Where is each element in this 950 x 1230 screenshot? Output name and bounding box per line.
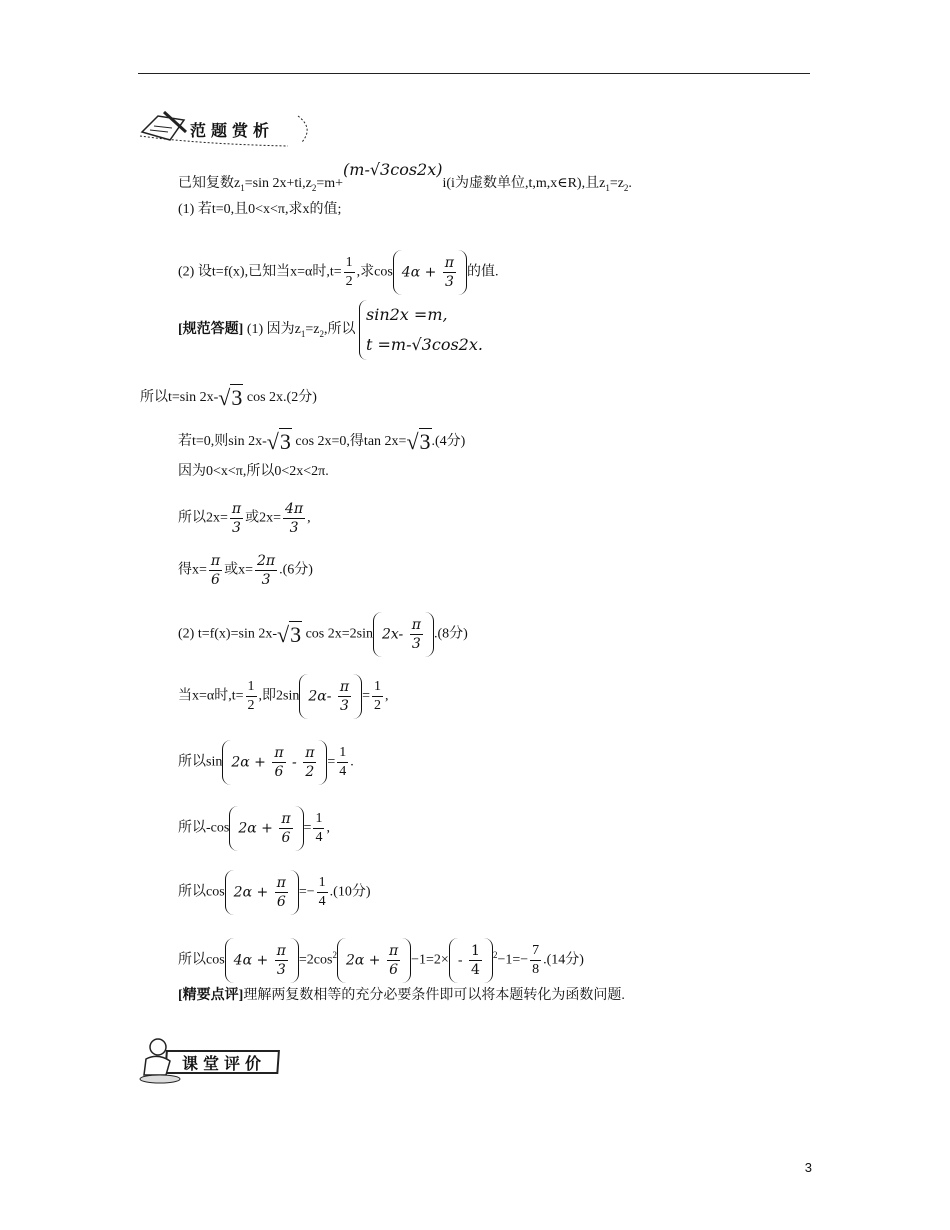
header-rule (138, 73, 810, 74)
page-number: 3 (804, 1160, 812, 1175)
solution-line-5: 所以2x= $\frac{\pi}{3}$ 或2x= $\frac{4\pi}{3}$ , (178, 501, 311, 536)
eval-title: 课堂评价 (182, 1054, 267, 1073)
solution-line-4: 因为0<x<π,所以0<2x<2π. (178, 464, 329, 479)
section-banner (138, 106, 318, 150)
solution-start: [规范答题] (1) 因为$z_1=z_2$,所以 sin2x =m, t =m-√3cos2x. (178, 300, 483, 360)
eval-banner (138, 1035, 288, 1085)
solution-line-8: 当x=α时,t= $\frac{1}{2}$ ,即2sin 2α- $\frac{\pi}{3}$ = $\frac{1}{2}$ , (178, 674, 389, 719)
solution-line-7: (2) t=f(x)=sin 2x-√3 cos 2x=2sin 2x- $\frac{\pi}{3}$ .(8分) (178, 612, 468, 657)
solution-line-9: 所以sin 2α + $\frac{\pi}{6}$ - $\frac{\pi}{2}$ = $\frac{1}{4}$ . (178, 740, 354, 785)
solution-line-11: 所以cos 2α + $\frac{\pi}{6}$ =− $\frac{1}{4}$ .(10分) (178, 870, 371, 915)
solution-line-12: 所以cos 4α + $\frac{\pi}{3}$ $=2\cos^2$ 2α + $\frac{\pi}{6}$ −1=2× - $\frac{1}{4}$ $^2$−1=− $\frac{7}{8}$ .(14分) (178, 938, 584, 983)
solution-line-3: 若t=0,则sin 2x-√3 cos 2x=0,得tan 2x=√3.(4分) (178, 429, 466, 454)
comment-label: [精要点评] (178, 988, 244, 1003)
solution-line-2: 所以t=sin 2x-√3 cos 2x.(2分) (140, 385, 317, 410)
section-title: 范题赏析 (190, 121, 275, 140)
solution-line-6: 得x= $\frac{\pi}{6}$ 或x= $\frac{2\pi}{3}$ .(6分) (178, 553, 313, 588)
solution-line-10: 所以-cos 2α + $\frac{\pi}{6}$ = $\frac{1}{4}$ , (178, 806, 330, 851)
comment-line: [精要点评]理解两复数相等的充分必要条件即可以将本题转化为函数问题. (178, 988, 625, 1003)
question-2: (2) 设t=f(x),已知当x=α时,t= $\frac{1}{2}$ ,求cos 4α + $\frac{\pi}{3}$ 的值. (178, 250, 499, 295)
equation-system: sin2x =m, t =m-√3cos2x. (359, 300, 483, 360)
solution-label: [规范答题] (178, 322, 244, 338)
question-1: (1) 若t=0,且0<x<π,求x的值; (178, 202, 342, 217)
problem-intro: 已知复数$z_1=\sin$ $2x+ti,z_2=m+(m-√3\cos 2x)i(i$为虚数单位,t,m,x∈R),且$z_1=z_2$. (178, 160, 632, 193)
